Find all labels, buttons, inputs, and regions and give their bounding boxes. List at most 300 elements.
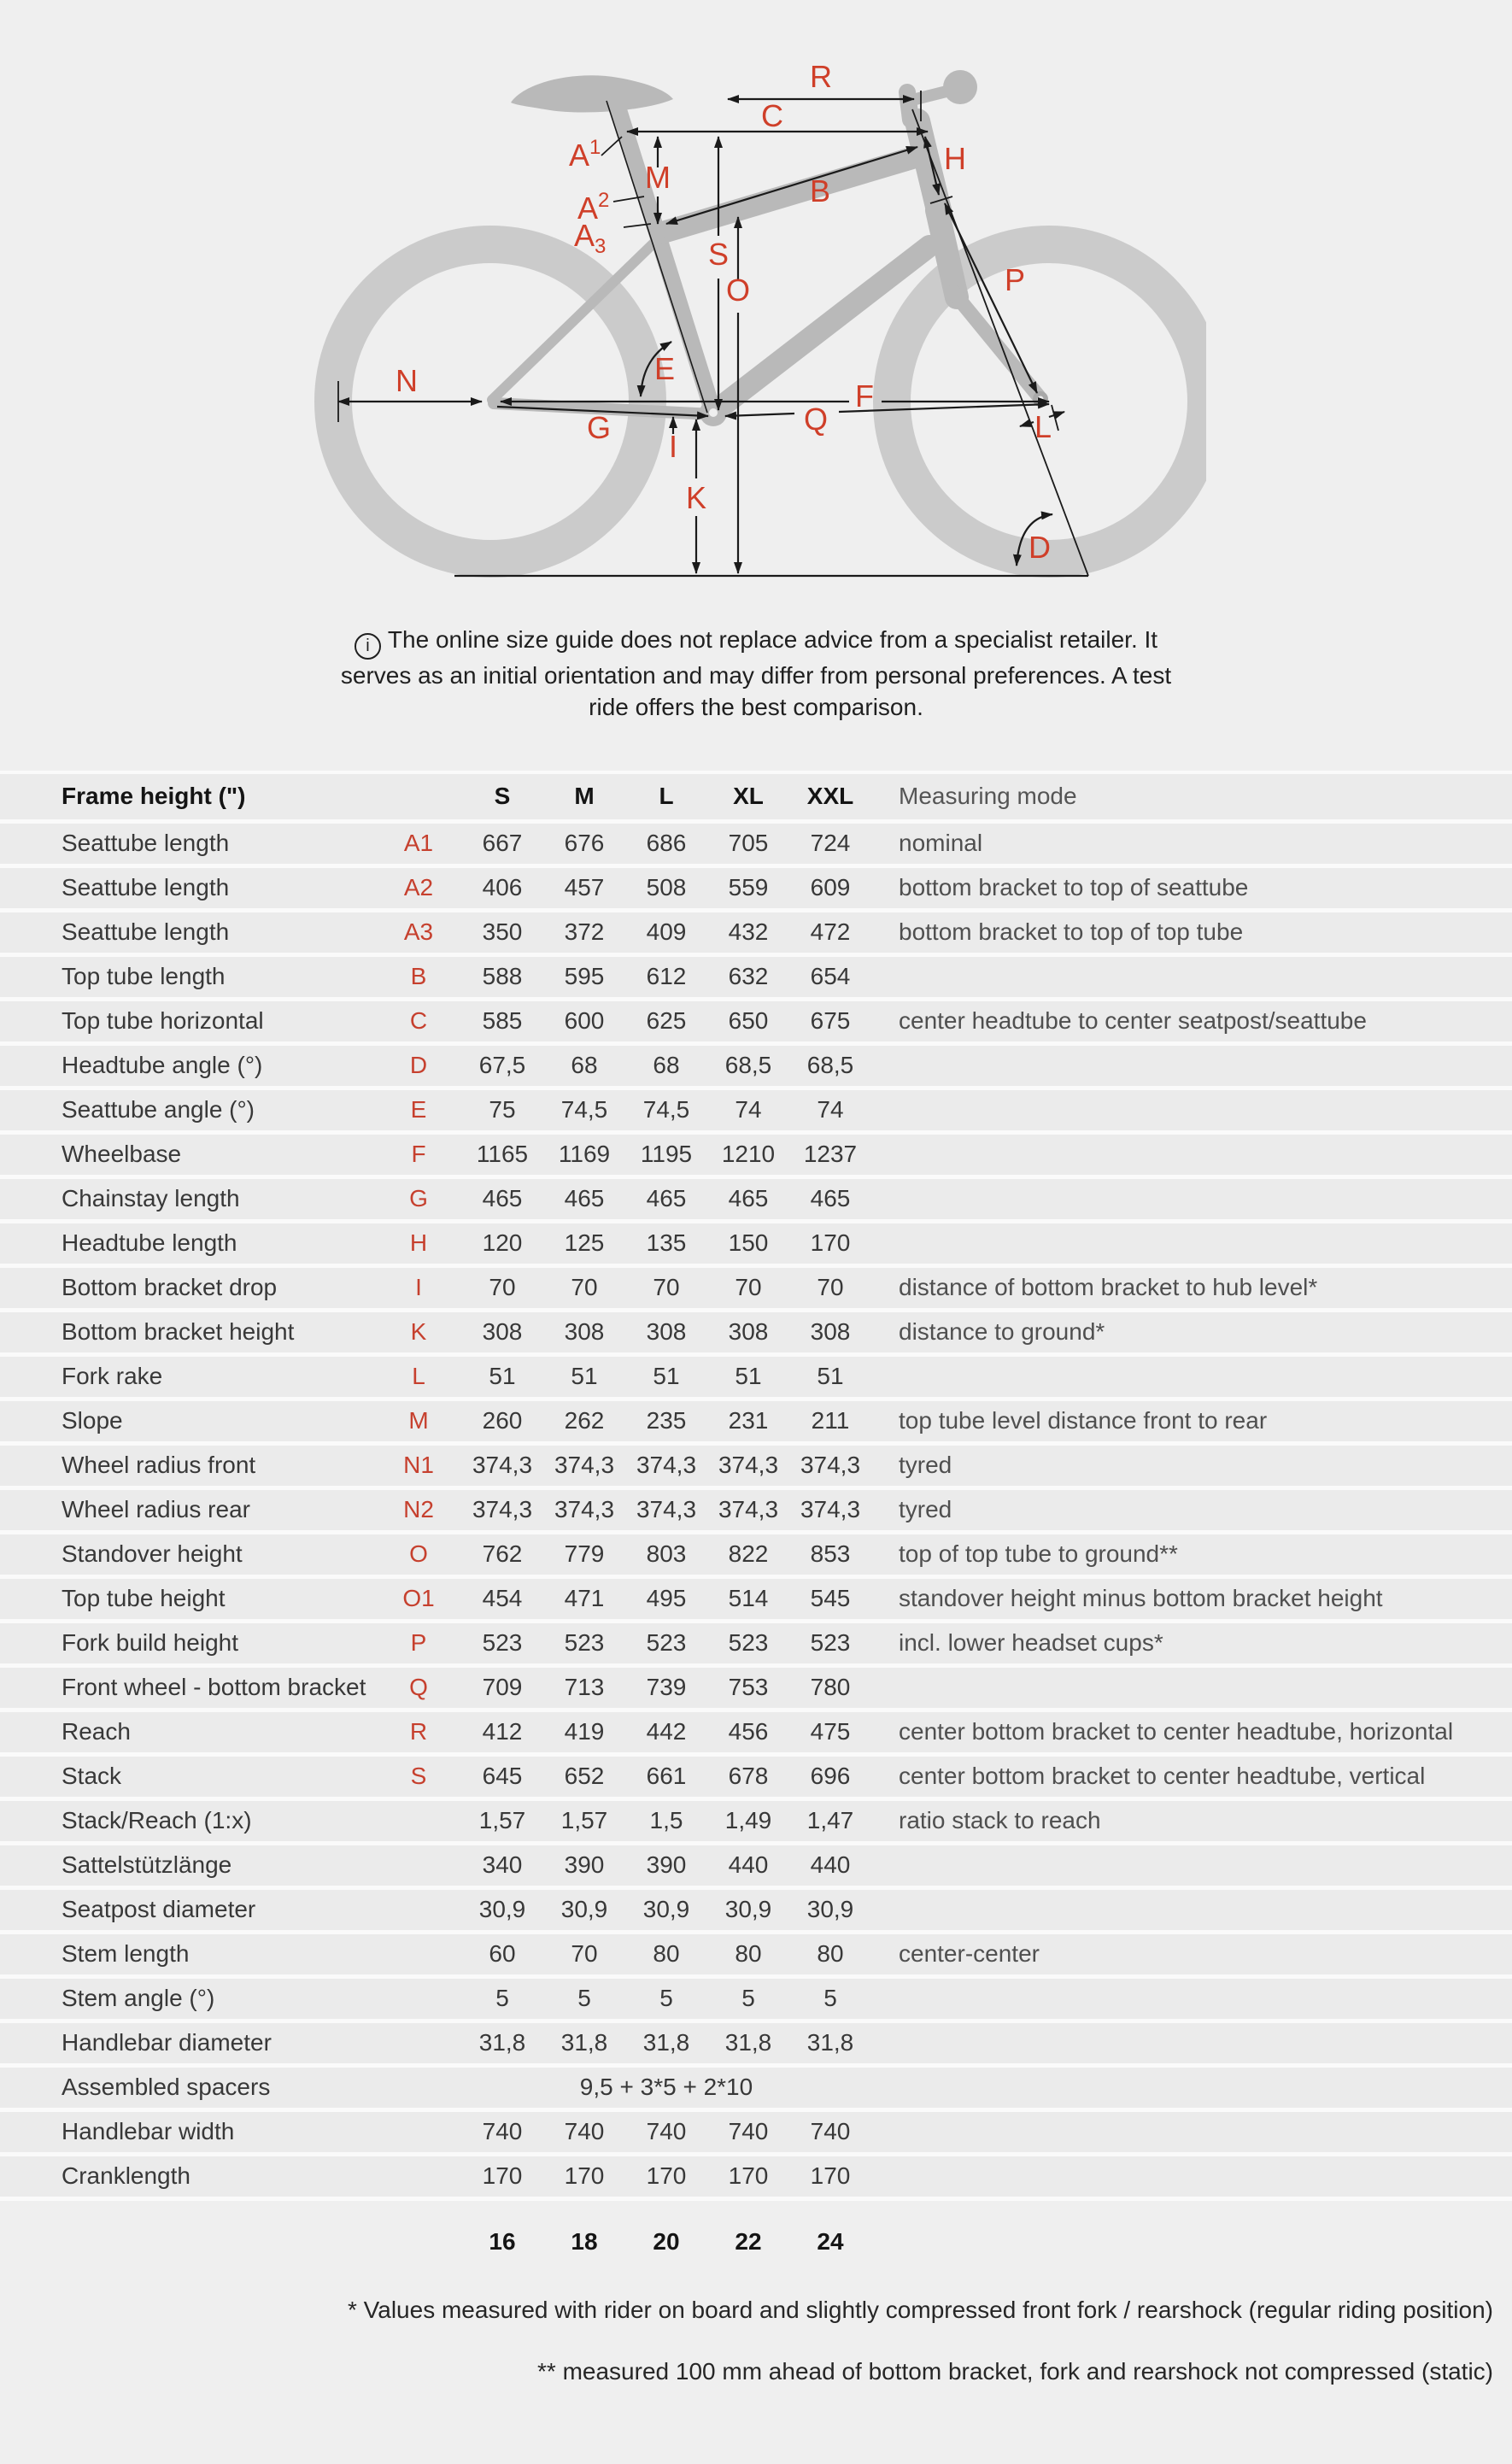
column-header-size-l: L <box>659 783 674 809</box>
row-value: 262 <box>564 1407 605 1434</box>
row-value: 51 <box>653 1363 680 1389</box>
row-values <box>461 918 871 946</box>
row-letter: E <box>410 1096 427 1123</box>
table-row <box>0 1845 1512 1890</box>
frame-size-inches-row <box>0 2228 1512 2256</box>
row-label: Fork build height <box>62 1629 239 1656</box>
table-row <box>0 1979 1512 2023</box>
row-measuring-mode: center-center <box>899 1940 1040 1967</box>
table-row <box>0 1446 1512 1490</box>
table-row <box>0 2156 1512 2201</box>
row-values <box>461 1985 871 2012</box>
row-values <box>461 874 871 901</box>
row-label: Headtube length <box>62 1229 237 1256</box>
row-values <box>461 1896 871 1923</box>
row-value: 31,8 <box>478 2029 526 2056</box>
row-value: 340 <box>482 1851 523 1878</box>
table-row <box>0 1046 1512 1090</box>
size-inches: 20 <box>653 2227 680 2255</box>
row-values <box>461 963 871 990</box>
row-values <box>461 1007 871 1035</box>
row-span-value: 9,5 + 3*5 + 2*10 <box>579 2074 753 2100</box>
row-value: 523 <box>482 1629 523 1656</box>
table-row <box>0 1268 1512 1312</box>
row-value: 31,8 <box>806 2029 854 2056</box>
row-value: 51 <box>489 1363 516 1389</box>
row-value: 135 <box>646 1229 687 1256</box>
row-value: 170 <box>646 2162 687 2189</box>
row-value: 5 <box>495 1985 509 2011</box>
row-value: 68 <box>653 1052 680 1078</box>
row-value: 260 <box>482 1407 523 1434</box>
row-values <box>461 1807 871 1834</box>
row-value: 70 <box>817 1274 844 1300</box>
row-measuring-mode: tyred <box>899 1452 952 1478</box>
row-letter: O <box>409 1540 428 1567</box>
row-letter: S <box>410 1763 427 1789</box>
row-value: 667 <box>482 830 523 856</box>
row-value: 740 <box>728 2118 769 2144</box>
row-label: Seatpost diameter <box>62 1896 256 1922</box>
row-value: 705 <box>728 830 769 856</box>
top-tube <box>663 155 921 232</box>
row-value: 740 <box>810 2118 851 2144</box>
row-label: Wheel radius front <box>62 1452 256 1478</box>
row-label: Reach <box>62 1718 131 1745</box>
row-values <box>461 1452 871 1479</box>
row-label: Seattube length <box>62 918 230 945</box>
label-p: P <box>1004 262 1026 297</box>
row-value: 308 <box>482 1318 523 1345</box>
row-measuring-mode: top of top tube to ground** <box>899 1540 1178 1567</box>
row-value: 60 <box>489 1940 516 1967</box>
row-letter: M <box>408 1407 429 1434</box>
row-label: Front wheel - bottom bracket <box>62 1674 366 1700</box>
row-values <box>461 1096 871 1123</box>
row-value: 600 <box>564 1007 605 1034</box>
row-value: 1165 <box>476 1141 529 1167</box>
table-row <box>0 1001 1512 1046</box>
row-values <box>461 2162 871 2190</box>
row-value: 5 <box>659 1985 673 2011</box>
table-row <box>0 2112 1512 2156</box>
row-value: 471 <box>564 1585 605 1611</box>
table-row <box>0 957 1512 1001</box>
geometry-diagram-svg <box>301 31 1206 595</box>
label-a3: $A_3$ <box>574 218 607 258</box>
row-measuring-mode: tyred <box>899 1496 952 1522</box>
row-value: 30,9 <box>724 1896 772 1922</box>
row-values <box>461 1318 871 1346</box>
row-value: 724 <box>810 830 851 856</box>
table-row <box>0 824 1512 868</box>
row-value: 374,3 <box>472 1496 533 1522</box>
row-values <box>461 1274 871 1301</box>
row-values <box>461 1363 871 1390</box>
row-values <box>461 830 871 857</box>
row-value: 465 <box>482 1185 523 1211</box>
row-measuring-mode: nominal <box>899 830 983 856</box>
column-header-frame-height: Frame height (") <box>62 783 246 809</box>
row-letter: Q <box>409 1674 428 1700</box>
row-letter: C <box>409 1007 428 1034</box>
row-value: 1169 <box>558 1141 611 1167</box>
label-k: K <box>685 480 707 515</box>
table-row <box>0 1401 1512 1446</box>
row-value: 1237 <box>803 1141 858 1167</box>
label-c: C <box>761 98 783 133</box>
row-value: 1,5 <box>649 1807 683 1833</box>
row-value: 374,3 <box>718 1496 779 1522</box>
row-letter: A3 <box>403 918 434 945</box>
row-value: 70 <box>571 1274 598 1300</box>
row-value: 652 <box>564 1763 605 1789</box>
row-measuring-mode: distance to ground* <box>899 1318 1105 1345</box>
row-value: 68,5 <box>806 1052 854 1078</box>
label-e: E <box>653 351 676 386</box>
bike-geometry-diagram <box>301 31 1206 595</box>
row-measuring-mode: top tube level distance front to rear <box>899 1407 1268 1434</box>
a1-leader <box>601 137 622 155</box>
row-letter: A1 <box>403 830 434 856</box>
row-values <box>461 1629 871 1657</box>
row-letter: N1 <box>403 1452 434 1478</box>
row-value: 120 <box>482 1229 523 1256</box>
row-value: 30,9 <box>806 1896 854 1922</box>
column-header-measuring-mode: Measuring mode <box>899 783 1077 809</box>
row-value: 170 <box>810 1229 851 1256</box>
row-value: 442 <box>646 1718 687 1745</box>
table-row <box>0 1623 1512 1668</box>
row-value: 80 <box>735 1940 762 1967</box>
row-label: Sattelstützlänge <box>62 1851 232 1878</box>
row-value: 585 <box>482 1007 523 1034</box>
row-value: 456 <box>728 1718 769 1745</box>
handlebar-grip <box>943 70 977 104</box>
row-value: 661 <box>646 1763 687 1789</box>
row-value: 374,3 <box>636 1452 697 1478</box>
row-value: 523 <box>810 1629 851 1656</box>
table-row <box>0 1801 1512 1845</box>
table-row <box>0 1223 1512 1268</box>
row-value: 588 <box>482 963 523 989</box>
row-value: 740 <box>482 2118 523 2144</box>
label-i: I <box>668 429 678 464</box>
row-value: 31,8 <box>560 2029 608 2056</box>
row-value: 822 <box>728 1540 769 1567</box>
size-inches: 24 <box>817 2227 844 2255</box>
row-value: 30,9 <box>560 1896 608 1922</box>
row-values <box>461 1496 871 1523</box>
row-values <box>461 1674 871 1701</box>
row-value: 740 <box>646 2118 687 2144</box>
row-value: 740 <box>564 2118 605 2144</box>
row-value: 30,9 <box>478 1896 526 1922</box>
row-value: 625 <box>646 1007 687 1034</box>
row-label: Wheel radius rear <box>62 1496 250 1522</box>
row-label: Cranklength <box>62 2162 190 2189</box>
row-value: 51 <box>571 1363 598 1389</box>
row-value: 5 <box>823 1985 837 2011</box>
row-label: Handlebar diameter <box>62 2029 272 2056</box>
row-label: Headtube angle (°) <box>62 1052 263 1078</box>
row-value: 308 <box>646 1318 687 1345</box>
row-label: Bottom bracket height <box>62 1318 295 1345</box>
row-value: 1,57 <box>478 1807 526 1833</box>
row-values <box>461 1940 871 1968</box>
row-value: 308 <box>564 1318 605 1345</box>
row-letter: O1 <box>402 1585 435 1611</box>
row-value: 432 <box>728 918 769 945</box>
row-label: Chainstay length <box>62 1185 240 1211</box>
label-r-icon: R <box>810 59 832 94</box>
row-label: Stem length <box>62 1940 190 1967</box>
row-value: 170 <box>728 2162 769 2189</box>
row-values <box>461 2074 871 2101</box>
row-values <box>461 1851 871 1879</box>
column-header-size-m: M <box>574 783 595 809</box>
row-value: 211 <box>811 1407 850 1434</box>
row-value: 30,9 <box>642 1896 690 1922</box>
table-row <box>0 1312 1512 1357</box>
row-measuring-mode: bottom bracket to top of seattube <box>899 874 1249 901</box>
table-row <box>0 1179 1512 1223</box>
row-label: Seattube angle (°) <box>62 1096 255 1123</box>
row-value: 465 <box>728 1185 769 1211</box>
column-header-size-s: S <box>494 783 511 809</box>
row-value: 472 <box>810 918 851 945</box>
row-value: 80 <box>653 1940 680 1967</box>
row-value: 523 <box>728 1629 769 1656</box>
row-value: 31,8 <box>724 2029 772 2056</box>
label-m: M <box>645 160 671 195</box>
row-value: 465 <box>810 1185 851 1211</box>
row-value: 74,5 <box>642 1096 690 1123</box>
row-label: Wheelbase <box>62 1141 182 1167</box>
column-header-size-xxl: XXL <box>806 783 854 809</box>
label-s: S <box>707 237 730 272</box>
row-values <box>461 1718 871 1745</box>
row-value: 374,3 <box>718 1452 779 1478</box>
row-value: 308 <box>728 1318 769 1345</box>
row-values <box>461 1540 871 1568</box>
label-n: N <box>396 363 418 398</box>
bike-silhouette <box>333 70 1206 559</box>
label-l: L <box>1034 409 1052 444</box>
label-a1: $A^1$ <box>569 136 601 173</box>
row-values <box>461 1141 871 1168</box>
row-value: 390 <box>646 1851 687 1878</box>
row-value: 457 <box>564 874 605 901</box>
row-label: Top tube length <box>62 963 226 989</box>
row-value: 74 <box>735 1096 762 1123</box>
row-label: Bottom bracket drop <box>62 1274 278 1300</box>
label-b: B <box>809 173 831 208</box>
row-value: 374,3 <box>636 1496 697 1522</box>
table-row <box>0 1357 1512 1401</box>
row-values <box>461 1763 871 1790</box>
row-value: 753 <box>728 1674 769 1700</box>
row-value: 374,3 <box>554 1452 615 1478</box>
row-label: Stack <box>62 1763 122 1789</box>
row-values <box>461 2118 871 2145</box>
row-value: 70 <box>653 1274 680 1300</box>
table-row <box>0 1090 1512 1135</box>
row-letter: R <box>409 1718 428 1745</box>
table-row <box>0 1890 1512 1934</box>
label-f: F <box>855 378 874 414</box>
label-g: G <box>586 410 612 445</box>
row-value: 696 <box>810 1763 851 1789</box>
footnote-double-asterisk: ** measured 100 mm ahead of bottom bracket, fork and rearshock not compressed (static) <box>537 2357 1493 2385</box>
dim-b <box>666 147 917 224</box>
row-value: 475 <box>810 1718 851 1745</box>
row-label: Seattube length <box>62 830 230 856</box>
row-value: 454 <box>482 1585 523 1611</box>
row-label: Stem angle (°) <box>62 1985 215 2011</box>
row-value: 80 <box>817 1940 844 1967</box>
dim-q-left <box>725 414 794 416</box>
table-row <box>0 1490 1512 1534</box>
table-row <box>0 1135 1512 1179</box>
row-measuring-mode: center headtube to center seatpost/seattube <box>899 1007 1367 1034</box>
row-value: 31,8 <box>642 2029 690 2056</box>
row-value: 780 <box>810 1674 851 1700</box>
row-value: 465 <box>646 1185 687 1211</box>
row-value: 612 <box>646 963 687 989</box>
row-value: 559 <box>728 874 769 901</box>
row-value: 374,3 <box>554 1496 615 1522</box>
row-value: 545 <box>810 1585 851 1611</box>
geometry-table <box>0 771 1512 2201</box>
row-value: 75 <box>489 1096 516 1123</box>
row-value: 1195 <box>640 1141 693 1167</box>
row-value: 523 <box>564 1629 605 1656</box>
row-letter: N2 <box>403 1496 434 1522</box>
row-value: 645 <box>482 1763 523 1789</box>
row-values <box>461 1185 871 1212</box>
row-values <box>461 1229 871 1257</box>
table-row <box>0 1534 1512 1579</box>
row-value: 508 <box>646 874 687 901</box>
row-value: 1,57 <box>560 1807 608 1833</box>
row-label: Slope <box>62 1407 123 1434</box>
row-value: 68 <box>571 1052 598 1078</box>
row-values <box>461 1407 871 1434</box>
row-label: Seattube length <box>62 874 230 901</box>
row-value: 67,5 <box>478 1052 526 1078</box>
row-value: 440 <box>810 1851 851 1878</box>
row-value: 654 <box>810 963 851 989</box>
row-measuring-mode: center bottom bracket to center headtube, horizontal <box>899 1718 1454 1745</box>
row-value: 170 <box>810 2162 851 2189</box>
row-value: 739 <box>646 1674 687 1700</box>
row-value: 390 <box>564 1851 605 1878</box>
row-value: 70 <box>735 1274 762 1300</box>
table-row <box>0 912 1512 957</box>
label-d: D <box>1029 530 1051 565</box>
row-label: Stack/Reach (1:x) <box>62 1807 252 1833</box>
row-label: Top tube horizontal <box>62 1007 264 1034</box>
table-row <box>0 2023 1512 2068</box>
row-value: 779 <box>564 1540 605 1567</box>
size-inches: 16 <box>489 2227 516 2255</box>
row-label: Fork rake <box>62 1363 163 1389</box>
footnote-single-asterisk: * Values measured with rider on board and slightly compressed front fork / rearshock (regular riding position) <box>347 2296 1493 2323</box>
table-row <box>0 1712 1512 1757</box>
row-letter: L <box>412 1363 425 1389</box>
info-icon: i <box>355 633 381 660</box>
row-value: 632 <box>728 963 769 989</box>
row-value: 51 <box>735 1363 762 1389</box>
row-values <box>461 2029 871 2056</box>
row-value: 125 <box>564 1229 605 1256</box>
diagram-labels <box>396 59 1052 565</box>
table-row <box>0 868 1512 912</box>
note-text: The online size guide does not replace advice from a specialist retailer. It serves as an initial orientation and may differ from personal preferences. A test ride offers the best comparison. <box>340 626 1172 720</box>
row-letter: G <box>409 1185 428 1211</box>
row-value: 495 <box>646 1585 687 1611</box>
row-value: 409 <box>646 918 687 945</box>
row-letter: B <box>410 963 427 989</box>
row-value: 406 <box>482 874 523 901</box>
row-value: 374,3 <box>472 1452 533 1478</box>
row-value: 713 <box>564 1674 605 1700</box>
row-letter: K <box>410 1318 427 1345</box>
row-value: 374,3 <box>800 1496 861 1522</box>
row-value: 170 <box>564 2162 605 2189</box>
row-value: 465 <box>564 1185 605 1211</box>
label-a2: $A^2$ <box>577 189 610 226</box>
table-rows <box>0 824 1512 2201</box>
row-value: 70 <box>489 1274 516 1300</box>
row-measuring-mode: distance of bottom bracket to hub level* <box>899 1274 1318 1300</box>
table-row <box>0 1757 1512 1801</box>
row-value: 1,49 <box>724 1807 772 1833</box>
row-value: 1210 <box>721 1141 776 1167</box>
row-values <box>461 1585 871 1612</box>
row-value: 412 <box>482 1718 523 1745</box>
row-measuring-mode: bottom bracket to top of top tube <box>899 918 1244 945</box>
table-row <box>0 2068 1512 2112</box>
row-value: 74 <box>817 1096 844 1123</box>
row-value: 678 <box>728 1763 769 1789</box>
row-measuring-mode: incl. lower headset cups* <box>899 1629 1163 1656</box>
saddle <box>511 75 673 112</box>
row-value: 440 <box>728 1851 769 1878</box>
label-h: H <box>944 141 966 176</box>
size-inches: 22 <box>735 2227 762 2255</box>
size-inches: 18 <box>571 2227 598 2255</box>
row-letter: P <box>410 1629 427 1656</box>
column-header-size-xl: XL <box>733 783 764 809</box>
footnotes <box>0 2297 1512 2385</box>
row-value: 350 <box>482 918 523 945</box>
row-measuring-mode: ratio stack to reach <box>899 1807 1101 1833</box>
table-row <box>0 1668 1512 1712</box>
row-value: 523 <box>646 1629 687 1656</box>
table-row <box>0 1579 1512 1623</box>
row-value: 231 <box>728 1407 769 1434</box>
row-measuring-mode: standover height minus bottom bracket height <box>899 1585 1383 1611</box>
row-measuring-mode: center bottom bracket to center headtube, vertical <box>899 1763 1426 1789</box>
row-value: 762 <box>482 1540 523 1567</box>
row-value: 5 <box>577 1985 591 2011</box>
row-value: 308 <box>810 1318 851 1345</box>
row-value: 372 <box>564 918 605 945</box>
size-guide-note <box>337 624 1175 723</box>
row-values <box>461 1052 871 1079</box>
